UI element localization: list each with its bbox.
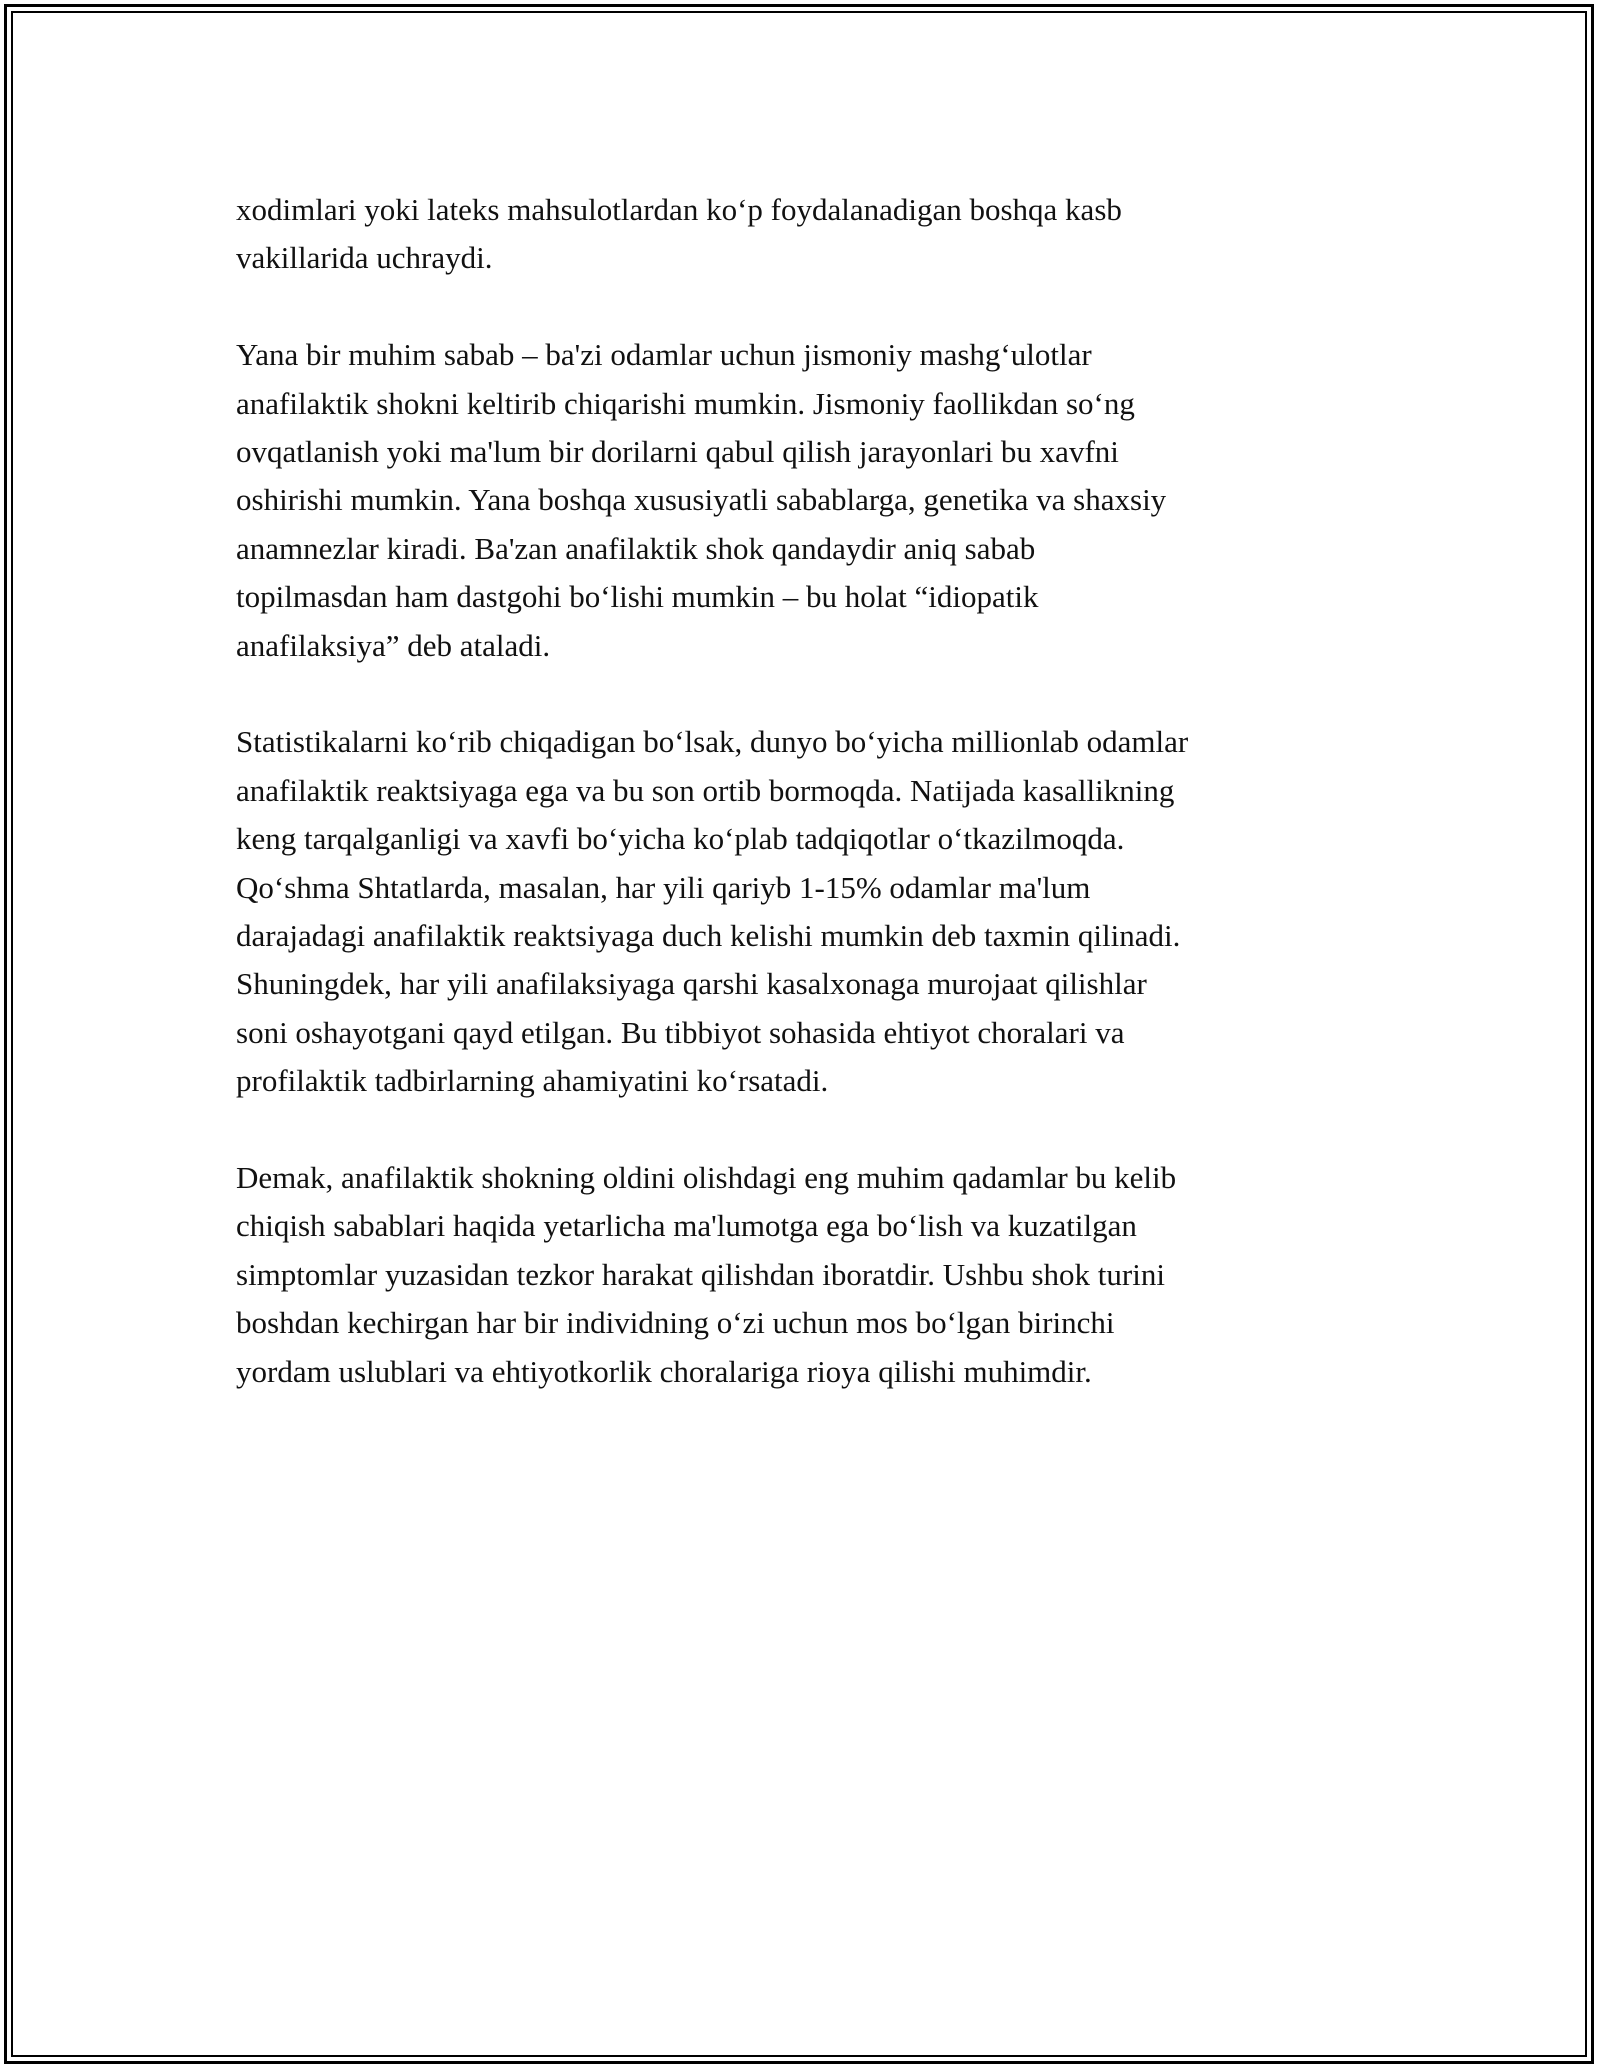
paragraph-4: Demak, anafilaktik shokning oldini olishdagi eng muhim qadamlar bu kelib chiqish sabablari haqida yetarlicha ma'lumotga ega boʻlish va kuzatilgan simptomlar yuzasidan tezkor harakat qilishdan iboratdir. Ushbu shok turini boshdan kechirgan har bir individning oʻzi uchun mos boʻlgan birinchi yordam uslublari va ehtiyotkorlik choralariga rioya qilishi muhimdir. (236, 1160, 1177, 1389)
document-body (236, 186, 1386, 1445)
paragraph-1: xodimlari yoki lateks mahsulotlardan koʻp foydalanadigan boshqa kasb vakillarida uchraydi. (236, 192, 1122, 276)
paragraph-3: Statistikalarni koʻrib chiqadigan boʻlsak, dunyo boʻyicha millionlab odamlar anafilaktik reaktsiyaga ega va bu son ortib bormoqda. Natijada kasallikning keng tarqalganligi va xavfi boʻyicha koʻplab tadqiqotlar oʻtkazilmoqda. Qoʻshma Shtatlarda, masalan, har yili qariyb 1-15% odamlar ma'lum darajadagi anafilaktik reaktsiyaga duch kelishi mumkin deb taxmin qilinadi. Shuningdek, har yili anafilaksiyaga qarshi kasalxonaga murojaat qilishlar soni oshayotgani qayd etilgan. Bu tibbiyot sohasida ehtiyot choralari va profilaktik tadbirlarning ahamiyatini koʻrsatadi. (236, 724, 1189, 1099)
paragraph-2: Yana bir muhim sabab – ba'zi odamlar uchun jismoniy mashgʻulotlar anafilaktik shokni keltirib chiqarishi mumkin. Jismoniy faollikdan soʻng ovqatlanish yoki ma'lum bir dorilarni qabul qilish jarayonlari bu xavfni oshirishi mumkin. Yana boshqa xususiyatli sabablarga, genetika va shaxsiy anamnezlar kiradi. Ba'zan anafilaktik shok qandaydir aniq sabab topilmasdan ham dastgohi boʻlishi mumkin – bu holat “idiopatik anafilaksiya” deb ataladi. (236, 337, 1167, 663)
